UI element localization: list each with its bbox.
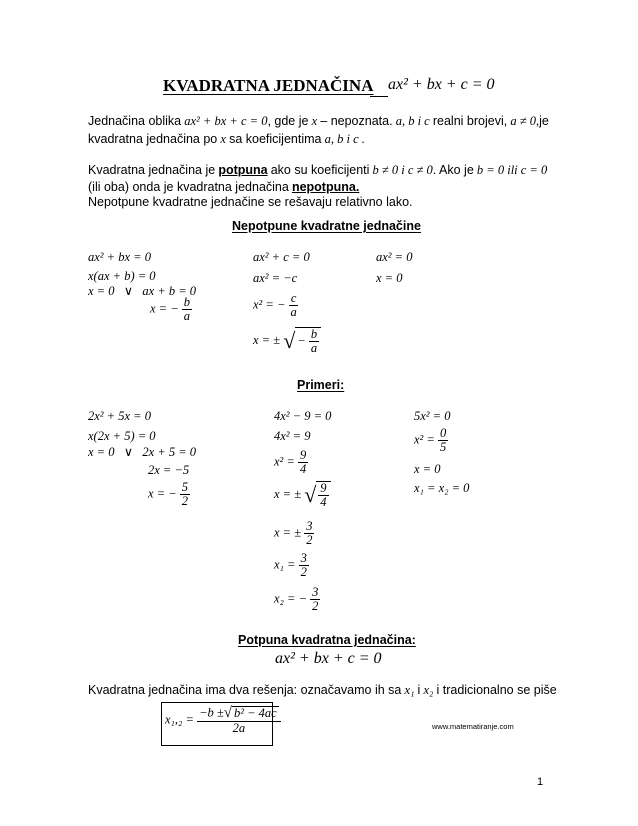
example2-line3: [274, 449, 308, 476]
intro-text: Jednačina oblika: [88, 114, 182, 128]
complete-equation: ax² + bx + c = 0: [275, 650, 382, 667]
fraction-denominator: 4: [299, 462, 307, 477]
radicand-sign: −: [297, 333, 306, 348]
fraction-numerator: [197, 706, 281, 722]
intro-text: – nepoznata.: [320, 114, 393, 128]
fraction-lhs: x² =: [274, 454, 295, 469]
title-equation: ax² + bx + c = 0: [388, 76, 495, 93]
fraction: [318, 482, 328, 509]
incomplete-col1-line4: [150, 296, 192, 323]
fraction-numerator: 3: [306, 519, 313, 533]
intro-text: sa koeficijentima: [229, 132, 322, 146]
example2-line5: [274, 520, 314, 547]
solution-part: x = 0: [88, 284, 115, 298]
radicand: [295, 327, 321, 355]
intro-text: ako su koeficijenti: [270, 163, 370, 177]
fraction-denominator: 2: [306, 533, 313, 548]
incomplete-col2-line2: ax² = −c: [253, 271, 298, 285]
intro-line-1: [88, 114, 549, 129]
page-number: 1: [537, 776, 544, 788]
square-root: [283, 327, 321, 355]
incomplete-col3-line2: x = 0: [376, 271, 403, 285]
section-heading-incomplete: Nepotpune kvadratne jednačine: [232, 219, 421, 233]
fraction: [310, 586, 320, 613]
fraction-denominator: 2: [300, 565, 307, 580]
fraction-denominator: 5: [439, 440, 447, 455]
fraction-lhs: x₁ =: [274, 557, 296, 572]
radical-sign: √: [223, 705, 232, 721]
fraction-denominator: a: [183, 309, 191, 324]
or-symbol: ∨: [123, 284, 134, 298]
or-symbol: ∨: [123, 445, 134, 459]
fraction: [180, 481, 190, 508]
square-root: [224, 706, 279, 721]
complete-text: Kvadratna jednačina ima dva rešenja: označavamo ih sa: [88, 683, 402, 697]
section-heading-complete: Potpuna kvadratna jednačina:: [238, 633, 416, 647]
fraction-denominator: 4: [320, 495, 327, 510]
intro-text: . Ako je: [432, 163, 474, 177]
intro-text: , gde je: [267, 114, 309, 128]
example3-line3: x = 0: [414, 462, 441, 476]
example1-line5: [148, 481, 190, 508]
sqrt-lhs: x = ±: [274, 487, 302, 501]
solution-part: ax + b = 0: [142, 284, 197, 298]
radical-sign: √: [283, 328, 296, 354]
fraction: [309, 328, 319, 355]
intro-coefficients: a, b i c: [395, 114, 430, 128]
complete-text: i: [417, 683, 421, 697]
fraction-numerator: 9: [320, 481, 327, 495]
fraction-denominator: a: [290, 305, 297, 320]
square-root: [304, 481, 330, 509]
fraction-numerator: b: [310, 327, 318, 341]
example2-line6: [274, 552, 309, 579]
fraction-numerator: 3: [312, 585, 319, 599]
fraction-lhs: x₂ = −: [274, 591, 308, 606]
intro-bold-term: nepotpuna.: [291, 180, 360, 194]
intro-text: (ili oba) onda je kvadratna jednačina: [88, 180, 289, 194]
incomplete-col2-line3: [253, 292, 299, 319]
title-underline-extension: [370, 96, 388, 97]
intro-variable: x: [311, 114, 318, 128]
fraction: [182, 296, 192, 323]
fraction-numerator: 0: [439, 426, 447, 440]
complete-text: i tradicionalno se piše: [436, 683, 557, 697]
fraction-lhs: x = ±: [274, 525, 302, 540]
intro-text: realni brojevi,: [432, 114, 508, 128]
fraction-lhs: x² = −: [253, 297, 286, 312]
fraction: [197, 706, 281, 735]
intro-condition: a ≠ 0,: [510, 114, 540, 128]
intro-variable: x: [220, 132, 226, 146]
fraction-numerator: b: [183, 295, 191, 309]
fraction-lhs: x = −: [148, 486, 177, 501]
fraction-numerator: 3: [300, 551, 307, 565]
website-url: www.matematiranje.com: [432, 722, 514, 731]
incomplete-col2-line1: ax² + c = 0: [253, 250, 310, 264]
solution-part: 2x + 5 = 0: [142, 445, 197, 459]
example2-line2: 4x² = 9: [274, 429, 311, 443]
fraction-numerator: c: [290, 291, 297, 305]
intro-bold-term: potpuna: [218, 163, 268, 177]
fraction-numerator: 5: [181, 480, 189, 494]
quadratic-formula: [165, 706, 281, 735]
example2-line1: 4x² − 9 = 0: [274, 409, 332, 423]
intro-condition: b ≠ 0 i c ≠ 0: [372, 163, 433, 177]
example3-line1: 5x² = 0: [414, 409, 451, 423]
section-heading-examples: Primeri:: [297, 378, 345, 392]
incomplete-col1-line1: ax² + bx = 0: [88, 250, 151, 264]
radicand: b² − 4ac: [233, 706, 277, 721]
intro-condition: b = 0 ili c = 0: [476, 163, 548, 177]
intro-line-2: [88, 132, 365, 147]
fraction-lhs: x² =: [414, 432, 435, 447]
intro-text: je: [539, 114, 549, 128]
intro-text: Kvadratna jednačina je: [88, 163, 216, 177]
fraction-lhs: x = −: [150, 301, 179, 316]
formula-numerator-start: −b ±: [199, 705, 224, 720]
incomplete-col2-line4: [253, 327, 321, 355]
formula-lhs: x₁,₂ =: [165, 712, 194, 727]
incomplete-col1-line2: x(ax + b) = 0: [88, 269, 156, 283]
fraction-numerator: 9: [299, 448, 307, 462]
fraction: [304, 520, 314, 547]
sqrt-lhs: x = ±: [253, 333, 281, 347]
fraction: [289, 292, 299, 319]
root-x2: x₂: [423, 683, 434, 697]
fraction: [299, 552, 309, 579]
radicand: [316, 481, 330, 509]
fraction-denominator: 2: [312, 599, 319, 614]
intro-line-5: Nepotpune kvadratne jednačine se rešavaju relativno lako.: [88, 195, 413, 209]
fraction: [438, 427, 448, 454]
intro-line-3: [88, 163, 547, 178]
example1-line2: x(2x + 5) = 0: [88, 429, 156, 443]
intro-coefficients: a, b i c .: [324, 132, 365, 146]
fraction-denominator: 2: [181, 494, 189, 509]
example2-line7: [274, 586, 320, 613]
document-title: KVADRATNA JEDNAČINA: [163, 76, 374, 95]
example3-line2: [414, 427, 448, 454]
solution-part: x = 0: [88, 445, 115, 459]
radical-sign: √: [304, 482, 317, 508]
example3-line4: x₁ = x₂ = 0: [414, 481, 470, 495]
example1-line4: 2x = −5: [148, 463, 190, 477]
intro-line-4: [88, 180, 359, 195]
intro-text: kvadratna jednačina po: [88, 132, 218, 146]
example2-line4: [274, 481, 331, 509]
intro-equation: ax² + bx + c = 0: [184, 114, 268, 128]
fraction-denominator: a: [310, 341, 318, 356]
example1-line1: 2x² + 5x = 0: [88, 409, 151, 423]
fraction-denominator: 2a: [232, 721, 246, 735]
incomplete-col3-line1: ax² = 0: [376, 250, 413, 264]
fraction: [298, 449, 308, 476]
example1-line3: [88, 444, 196, 460]
root-x1: x₁: [404, 683, 415, 697]
complete-text-line: [88, 683, 557, 698]
